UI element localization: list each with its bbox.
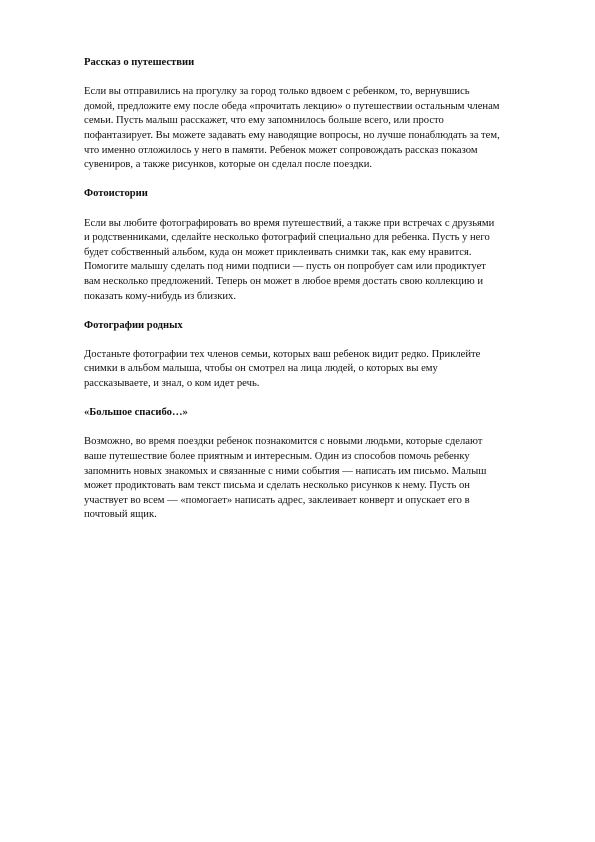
paragraph-spacer <box>84 304 529 319</box>
section-heading: «Большое спасибо…» <box>84 407 188 419</box>
paragraph-spacer <box>84 202 529 217</box>
section-heading: Фотоистории <box>84 188 148 200</box>
section-paragraph: Возможно, во время поездки ребенок познакомится с новыми людьми, которые сделают ваше путешествие более приятным и интересным. Один из способов помочь ребенку запомнить новых знакомых и связанные с ними события — написать им письмо. Малыш может продиктовать вам текст письма и сделать несколько рисунков к нему. Пусть он участвует во всем — «помогает» написать адрес, заклеивает конверт и опускает его в почтовый ящик. <box>84 436 487 521</box>
section-paragraph: Если вы любите фотографировать во время путешествий, а также при встречах с друзьями и родственниками, сделайте несколько фотографий специально для ребенка. Пусть у него будет собственный альбом, куда он может приклеивать снимки так, как ему нравится. Помогите малышу сделать под ними подписи — пусть он попробует сам или продиктует вам несколько предложений. Теперь он может в любое время достать свою коллекцию и показать кому-нибудь из близких. <box>84 217 495 302</box>
section-paragraph: Если вы отправились на прогулку за город только вдвоем с ребенком, то, вернувшись домой, предложите ему после обеда «прочитать лекцию» о путешествии остальным членам семьи. Пусть малыш расскажет, что ему запомнилось больше всего, или просто пофантазирует. Вы можете задавать ему наводящие вопросы, но лучше понаблюдать за тем, что именно отложилось у него в памяти. Ребенок может сопровождать рассказ показом сувениров, а также рисунков, которые он сделал после поездки. <box>84 86 500 171</box>
section-heading: Фотографии родных <box>84 319 183 331</box>
paragraph-spacer <box>84 421 529 436</box>
paragraph-spacer <box>84 71 529 86</box>
document-content <box>84 56 529 523</box>
section-heading: Рассказ о путешествии <box>84 57 195 68</box>
paragraph-spacer <box>84 173 529 188</box>
section-paragraph: Достаньте фотографии тех членов семьи, которых ваш ребенок видит редко. Приклейте снимки в альбом малыша, чтобы он смотрел на лица людей, о которых вы ему рассказываете, и знал, о ком идет речь. <box>84 348 481 390</box>
paragraph-spacer <box>84 392 529 407</box>
paragraph-spacer <box>84 333 529 348</box>
